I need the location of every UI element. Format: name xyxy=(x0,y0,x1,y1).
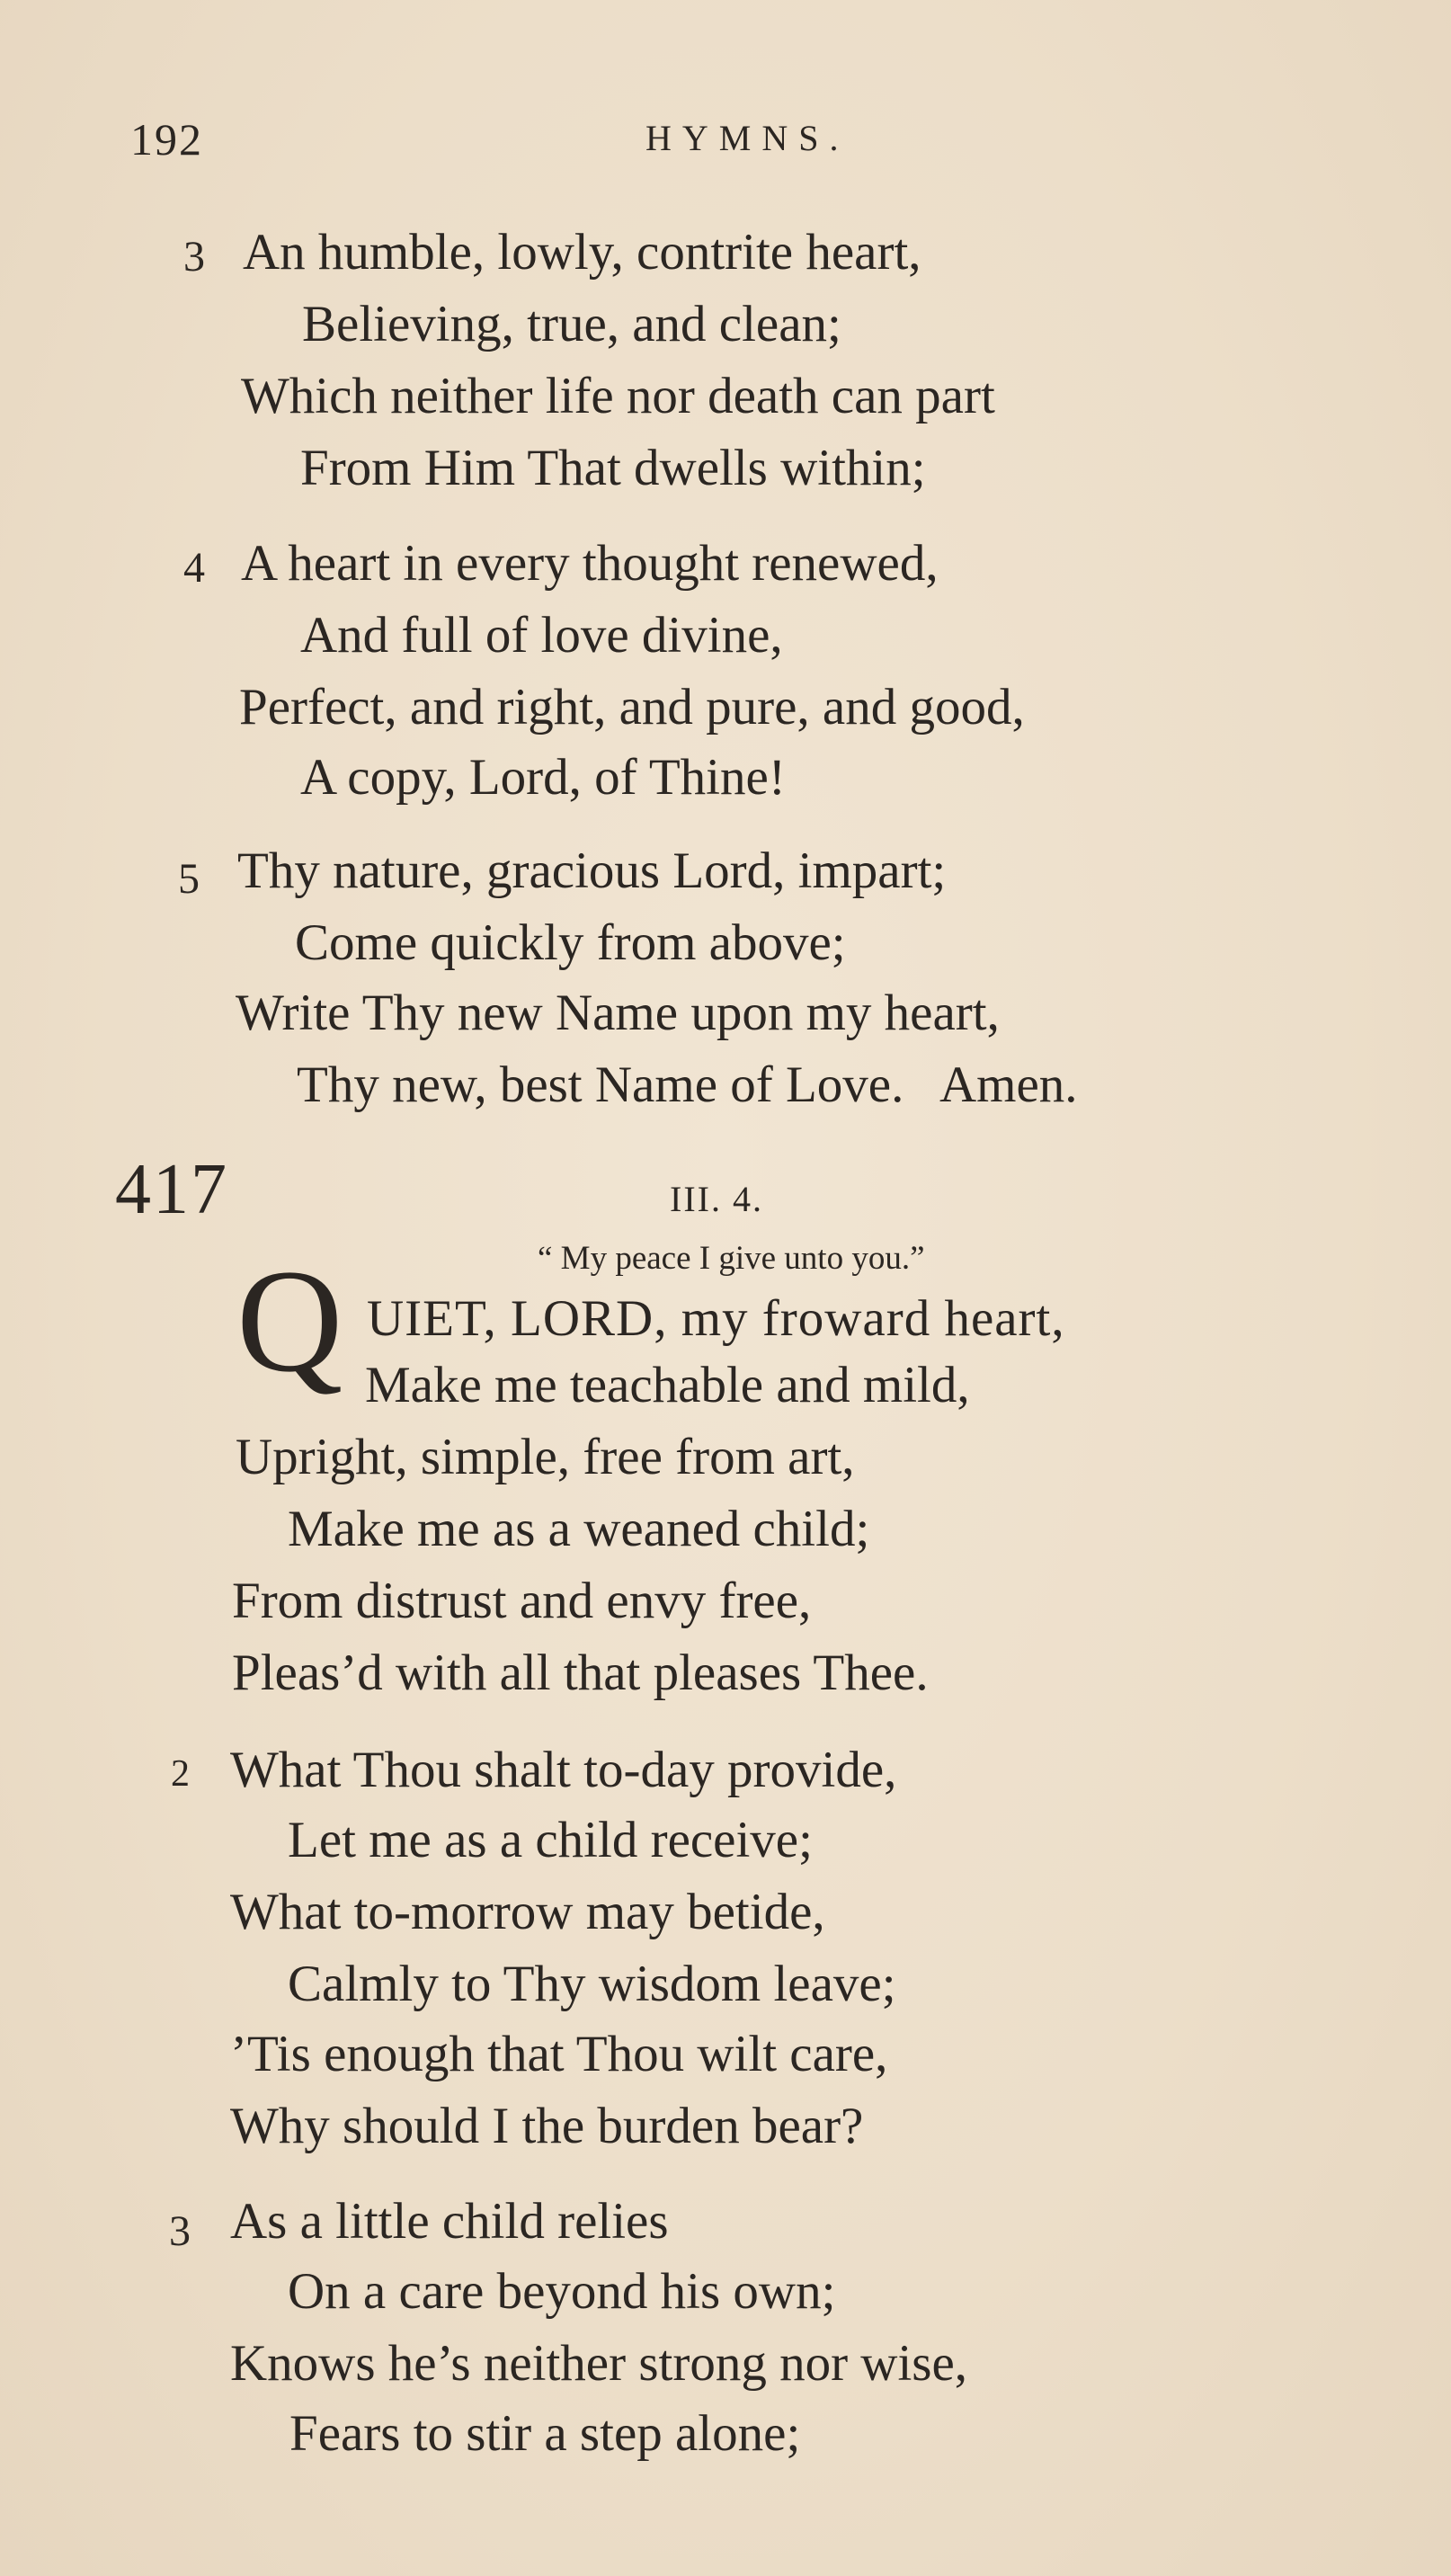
verse-line: Let me as a child receive; xyxy=(288,1812,813,1868)
verse-line: Write Thy new Name upon my heart, xyxy=(236,985,1000,1041)
hymn-epigraph: “ My peace I give unto you.” xyxy=(538,1240,925,1277)
verse-line: Which neither life nor death can part xyxy=(241,368,995,424)
verse-line: Make me teachable and mild, xyxy=(365,1357,970,1413)
verse-line: Upright, simple, free from art, xyxy=(236,1429,855,1485)
verse-line: Thy nature, gracious Lord, impart; xyxy=(237,842,947,899)
verse-line: Calmly to Thy wisdom leave; xyxy=(288,1956,896,2012)
verse-line: Come quickly from above; xyxy=(295,914,846,971)
running-head xyxy=(0,113,1451,167)
verse-line: A copy, Lord, of Thine! xyxy=(300,749,786,806)
verse-number: 3 xyxy=(183,233,205,281)
verse-number: 4 xyxy=(183,544,205,592)
hymn-meter: III. 4. xyxy=(670,1179,763,1219)
hymn-number: 417 xyxy=(115,1150,228,1229)
verse-line: And full of love divine, xyxy=(300,607,783,664)
verse-line: From Him That dwells within; xyxy=(300,440,926,496)
verse-line: What to-morrow may betide, xyxy=(230,1884,825,1940)
verse-line: From distrust and envy free, xyxy=(232,1573,812,1629)
drop-cap: Q xyxy=(236,1240,343,1403)
verse-line: Fears to stir a step alone; xyxy=(289,2405,801,2462)
verse-line: Make me as a weaned child; xyxy=(288,1501,870,1557)
verse-line: On a care beyond his own; xyxy=(288,2263,836,2320)
verse-number: 5 xyxy=(178,855,200,903)
verse-line: As a little child relies xyxy=(230,2193,669,2250)
verse-line: Knows he’s neither strong nor wise, xyxy=(230,2335,968,2392)
verse-line: What Thou shalt to-day provide, xyxy=(230,1742,897,1798)
verse-line: ’Tis enough that Thou wilt care, xyxy=(230,2026,888,2082)
verse-line: Why should I the burden bear? xyxy=(230,2098,864,2154)
verse-number: 2 xyxy=(171,1753,190,1795)
verse-line: Believing, true, and clean; xyxy=(302,296,841,352)
verse-number: 3 xyxy=(169,2207,191,2255)
verse-line: A heart in every thought renewed, xyxy=(241,535,939,592)
running-title: HYMNS. xyxy=(645,118,850,158)
verse-line: An humble, lowly, contrite heart, xyxy=(243,224,921,281)
verse-line: Pleas’d with all that pleases Thee. xyxy=(232,1645,929,1701)
verse-line: Thy new, best Name of Love. Amen. xyxy=(297,1056,1078,1113)
page-number: 192 xyxy=(130,114,203,165)
verse-line: Perfect, and right, and pure, and good, xyxy=(239,679,1025,735)
verse-line: UIET, LORD, my froward heart, xyxy=(367,1290,1065,1347)
